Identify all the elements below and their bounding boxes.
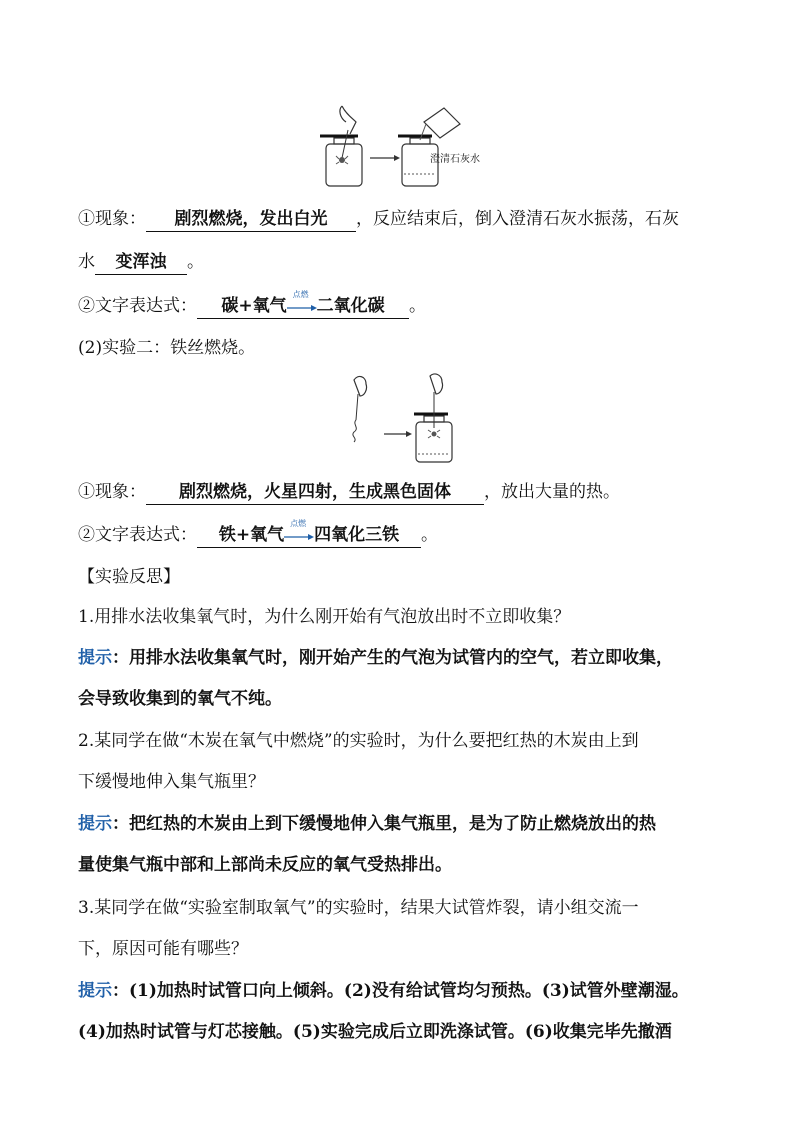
charcoal-experiment-figure bbox=[312, 100, 484, 192]
answer-2-text1: ：把红热的木炭由上到下缓慢地伸入集气瓶里，是为了防止燃烧放出的热 bbox=[112, 814, 656, 834]
question-1: 1.用排水法收集氧气时，为什么刚开始有气泡放出时不立即收集？ bbox=[78, 607, 571, 627]
answer-2-line2: 量使集气瓶中部和上部尚未反应的氧气受热排出。 bbox=[78, 855, 452, 875]
answer-1-text1: ：用排水法收集氧气时，刚开始产生的气泡为试管内的空气，若立即收集， bbox=[112, 648, 673, 668]
exp1-phenomenon-line1 bbox=[78, 207, 679, 232]
answer-1-line2: 会导致收集到的氧气不纯。 bbox=[78, 689, 282, 709]
exp1-phenomenon-line2 bbox=[78, 250, 204, 275]
exp1-equation-end: 。 bbox=[409, 296, 426, 316]
exp1-product: 二氧化碳 bbox=[316, 296, 385, 316]
exp1-phenomenon-prefix: ①现象： bbox=[78, 209, 146, 229]
question-2-line1: 2.某同学在做“木炭在氧气中燃烧”的实验时，为什么要把红热的木炭由上到 bbox=[78, 731, 639, 751]
exp2-phenomenon-line bbox=[78, 480, 620, 505]
lime-water-label: 澄清石灰水 bbox=[430, 154, 480, 165]
iron-wire-experiment-figure bbox=[340, 372, 462, 466]
reflection-heading: 【实验反思】 bbox=[78, 567, 180, 587]
exp1-limewater-answer: 变浑浊 bbox=[95, 250, 187, 275]
answer-1-line1 bbox=[78, 646, 673, 670]
reaction-arrow-icon bbox=[287, 289, 317, 315]
exp1-phenomenon-end: 。 bbox=[187, 252, 204, 272]
exp2-equation-end: 。 bbox=[421, 525, 438, 545]
exp2-condition: 点燃 bbox=[290, 518, 307, 528]
question-3-line1: 3.某同学在做“实验室制取氧气”的实验时，结果大试管炸裂，请小组交流一 bbox=[78, 898, 639, 918]
exp1-phenomenon-middle: ，反应结束后，倒入澄清石灰水振荡，石灰 bbox=[356, 209, 679, 229]
exp2-product: 四氧化三铁 bbox=[314, 525, 400, 545]
question-3-line2: 下，原因可能有哪些？ bbox=[78, 939, 248, 959]
hint-label: 提示 bbox=[78, 814, 112, 834]
answer-3-line2: (4)加热时试管与灯芯接触。(5)实验完成后立即洗涤试管。(6)收集完毕先撤酒 bbox=[78, 1022, 672, 1042]
iron-wire-illustration bbox=[340, 372, 462, 466]
exp2-heading: (2)实验二：铁丝燃烧。 bbox=[78, 338, 256, 358]
charcoal-experiment-illustration bbox=[312, 100, 484, 192]
answer-3-line1 bbox=[78, 979, 689, 1003]
hint-label: 提示 bbox=[78, 981, 112, 1001]
exp1-equation-prefix: ②文字表达式： bbox=[78, 296, 197, 316]
exp1-equation-line bbox=[78, 289, 426, 319]
exp1-condition: 点燃 bbox=[292, 289, 309, 299]
exp2-equation-answer bbox=[197, 518, 421, 548]
answer-3-text1: ：(1)加热时试管口向上倾斜。(2)没有给试管均匀预热。(3)试管外壁潮湿。 bbox=[112, 981, 689, 1001]
exp2-equation-prefix: ②文字表达式： bbox=[78, 525, 197, 545]
exp1-reactants: 碳+氧气 bbox=[221, 296, 287, 316]
exp2-reactants: 铁+氧气 bbox=[218, 525, 285, 545]
exp2-equation-line bbox=[78, 518, 438, 548]
question-2-line2: 下缓慢地伸入集气瓶里？ bbox=[78, 772, 265, 792]
reaction-arrow-icon bbox=[284, 518, 314, 544]
exp2-phenomenon-end: ，放出大量的热。 bbox=[484, 482, 620, 502]
hint-label: 提示 bbox=[78, 648, 112, 668]
exp2-phenomenon-prefix: ①现象： bbox=[78, 482, 146, 502]
exp1-phenomenon-cont-prefix: 水 bbox=[78, 252, 95, 272]
exp1-phenomenon-answer: 剧烈燃烧，发出白光 bbox=[146, 207, 356, 232]
exp1-equation-answer bbox=[197, 289, 409, 319]
answer-2-line1 bbox=[78, 812, 656, 836]
exp2-phenomenon-answer: 剧烈燃烧，火星四射，生成黑色固体 bbox=[146, 480, 484, 505]
